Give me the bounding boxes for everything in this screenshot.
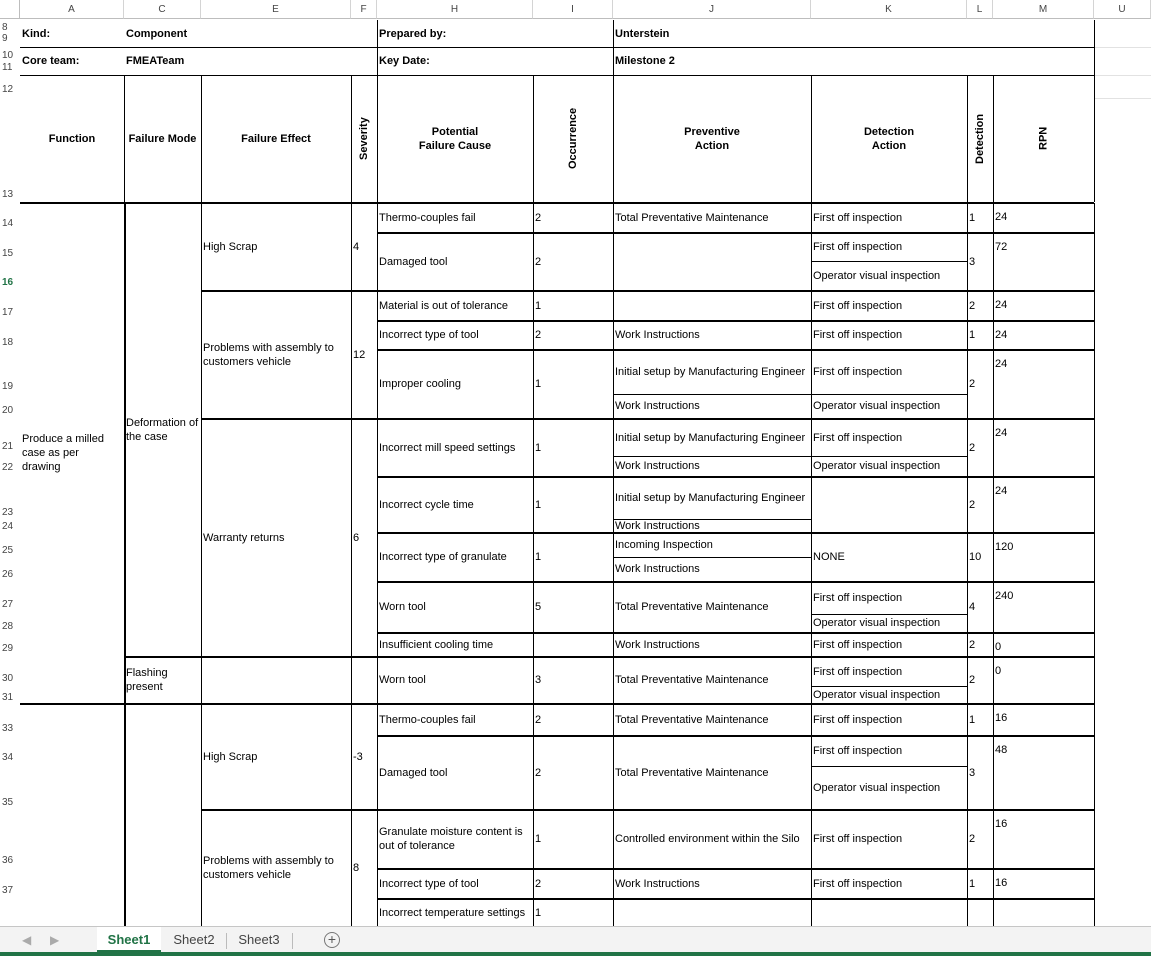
cell-border-vertical bbox=[377, 20, 378, 75]
cell-border-vertical bbox=[351, 203, 352, 926]
cell-border-vertical bbox=[613, 20, 614, 75]
preventive-5-b[interactable]: Work Instructions bbox=[615, 460, 700, 472]
column-header-j[interactable]: J bbox=[613, 0, 811, 19]
row-header-35[interactable]: 35 bbox=[0, 797, 20, 809]
cell-border-vertical bbox=[377, 75, 378, 202]
preventive-3[interactable]: Work Instructions bbox=[615, 329, 700, 341]
row-header-21[interactable]: 21 bbox=[0, 441, 20, 453]
preventive-11[interactable]: Total Preventative Maintenance bbox=[615, 713, 769, 726]
cell-border-vertical bbox=[124, 75, 125, 202]
tab-separator bbox=[226, 933, 227, 949]
failure-effect-assembly[interactable]: Problems with assembly to customers vehicle bbox=[203, 341, 334, 368]
header-rpn[interactable]: RPN bbox=[1037, 126, 1050, 151]
detection-11[interactable]: 1 bbox=[969, 713, 976, 726]
failure-mode-flashing[interactable]: Flashing present bbox=[126, 667, 168, 693]
detection-9[interactable]: 2 bbox=[969, 638, 976, 651]
failure-effect-high-scrap-2[interactable]: High Scrap bbox=[203, 750, 258, 763]
cell-border-vertical bbox=[967, 75, 968, 202]
occurrence-8[interactable]: 5 bbox=[535, 601, 542, 613]
occurrence-10[interactable]: 3 bbox=[535, 674, 542, 686]
preventive-12[interactable]: Total Preventative Maintenance bbox=[615, 766, 769, 779]
gridline bbox=[1094, 98, 1151, 99]
detection-action-12-a[interactable]: First off inspection bbox=[813, 745, 903, 757]
tab-scroll-left-icon[interactable]: ◀ bbox=[22, 933, 32, 947]
row-header-22[interactable]: 22 bbox=[0, 462, 20, 474]
header-detection-action[interactable]: Detection Action bbox=[863, 125, 915, 152]
failure-effect-high-scrap[interactable]: High Scrap bbox=[203, 240, 258, 253]
row-header-13[interactable]: 13 bbox=[0, 189, 20, 201]
cell-border-vertical bbox=[1094, 20, 1095, 75]
severity-assembly[interactable]: 12 bbox=[353, 348, 366, 361]
cell-border-vertical bbox=[533, 203, 534, 926]
keydate-value[interactable]: Milestone 2 bbox=[615, 55, 675, 67]
detection-1[interactable]: 3 bbox=[969, 255, 976, 268]
function-produce-case[interactable]: Produce a milled case as per drawing bbox=[22, 433, 104, 473]
detection-action-10-a[interactable]: First off inspection bbox=[813, 665, 903, 678]
detection-action-15[interactable] bbox=[811, 899, 967, 926]
occurrence-7[interactable]: 1 bbox=[535, 551, 542, 563]
detection-8[interactable]: 4 bbox=[969, 601, 976, 613]
row-header-14[interactable]: 14 bbox=[0, 218, 20, 230]
rpn-15[interactable] bbox=[993, 899, 1094, 926]
preventive-6-a[interactable]: Initial setup by Manufacturing Engineer bbox=[615, 492, 806, 504]
cell-border-horizontal bbox=[201, 418, 377, 420]
preventive-0[interactable]: Total Preventative Maintenance bbox=[615, 211, 769, 224]
cause-4[interactable]: Improper cooling bbox=[379, 378, 461, 390]
header-failure-mode[interactable]: Failure Mode bbox=[128, 132, 197, 145]
detection-action-8-a[interactable]: First off inspection bbox=[813, 592, 903, 604]
occurrence-11[interactable]: 2 bbox=[535, 713, 542, 726]
cell-border-horizontal bbox=[811, 686, 967, 687]
preventive-13[interactable]: Controlled environment within the Silo bbox=[615, 833, 800, 845]
occurrence-5[interactable]: 1 bbox=[535, 441, 542, 454]
detection-10[interactable]: 2 bbox=[969, 674, 976, 686]
preventive-7-b[interactable]: Work Instructions bbox=[615, 563, 700, 575]
row-header-11[interactable]: 11 bbox=[0, 62, 20, 74]
occurrence-4[interactable]: 1 bbox=[535, 378, 542, 390]
team-label[interactable]: Core team: bbox=[22, 55, 80, 67]
row-header-19[interactable]: 19 bbox=[0, 381, 20, 393]
detection-action-1-b[interactable]: Operator visual inspection bbox=[813, 269, 941, 282]
preventive-15[interactable] bbox=[613, 899, 811, 926]
cell-border-horizontal bbox=[811, 456, 967, 457]
cell-border-horizontal bbox=[811, 766, 967, 767]
row-header-17[interactable]: 17 bbox=[0, 307, 20, 319]
detection-action-4-b[interactable]: Operator visual inspection bbox=[813, 400, 941, 412]
detection-0[interactable]: 1 bbox=[969, 211, 976, 224]
rpn-11[interactable]: 16 bbox=[995, 712, 1008, 724]
detection-action-2[interactable]: First off inspection bbox=[813, 299, 903, 312]
preventive-8[interactable]: Total Preventative Maintenance bbox=[615, 601, 769, 613]
rpn-8[interactable]: 240 bbox=[995, 590, 1014, 602]
row-header-36[interactable]: 36 bbox=[0, 855, 20, 867]
cell-border-vertical bbox=[351, 75, 352, 202]
cause-8[interactable]: Worn tool bbox=[379, 601, 426, 613]
severity-flashing-blank[interactable] bbox=[351, 657, 377, 703]
kind-value[interactable]: Component bbox=[126, 27, 188, 40]
failure-effect-assembly-2[interactable]: Problems with assembly to customers vehicle bbox=[203, 855, 334, 881]
cause-2[interactable]: Material is out of tolerance bbox=[379, 299, 509, 312]
rpn-1[interactable]: 72 bbox=[995, 241, 1008, 253]
header-failure-effect[interactable]: Failure Effect bbox=[241, 132, 311, 145]
detection-action-6[interactable] bbox=[811, 477, 967, 532]
cell-border-vertical bbox=[124, 203, 126, 926]
preventive-9[interactable]: Work Instructions bbox=[615, 638, 700, 651]
detection-2[interactable]: 2 bbox=[969, 299, 976, 312]
preventive-6-b[interactable]: Work Instructions bbox=[615, 519, 700, 532]
occurrence-2[interactable]: 1 bbox=[535, 299, 542, 312]
occurrence-1[interactable]: 2 bbox=[535, 255, 542, 268]
row-header-23[interactable]: 23 bbox=[0, 507, 20, 519]
cell-border-vertical bbox=[613, 203, 614, 926]
severity-assembly-2[interactable]: 8 bbox=[353, 862, 360, 874]
detection-action-8-b[interactable]: Operator visual inspection bbox=[813, 617, 941, 629]
cell-border-horizontal bbox=[124, 656, 377, 658]
detection-action-12-b[interactable]: Operator visual inspection bbox=[813, 781, 941, 794]
header-preventive-action[interactable]: Preventive Action bbox=[684, 125, 740, 152]
detection-action-5-b[interactable]: Operator visual inspection bbox=[813, 460, 941, 472]
detection-action-9[interactable]: First off inspection bbox=[813, 638, 903, 651]
tab-scroll-right-icon[interactable]: ▶ bbox=[50, 933, 60, 947]
occurrence-12[interactable]: 2 bbox=[535, 766, 542, 779]
column-header-f[interactable]: F bbox=[351, 0, 377, 19]
preventive-10[interactable]: Total Preventative Maintenance bbox=[615, 674, 769, 686]
detection-15[interactable] bbox=[967, 899, 993, 926]
cell-border-vertical bbox=[201, 75, 202, 202]
tab-separator bbox=[292, 933, 293, 949]
detection-action-1-a[interactable]: First off inspection bbox=[813, 241, 903, 253]
preventive-14[interactable]: Work Instructions bbox=[615, 877, 700, 890]
cell-border-vertical bbox=[993, 75, 994, 202]
tab-sheet3[interactable]: Sheet3 bbox=[238, 932, 280, 947]
keydate-label[interactable]: Key Date: bbox=[379, 55, 430, 67]
preventive-1[interactable] bbox=[613, 233, 811, 290]
rpn-6[interactable]: 24 bbox=[995, 485, 1008, 497]
row-header-20[interactable]: 20 bbox=[0, 405, 20, 417]
rpn-14[interactable]: 16 bbox=[995, 877, 1008, 889]
row-header-28[interactable]: 28 bbox=[0, 621, 20, 633]
cause-12[interactable]: Damaged tool bbox=[379, 766, 448, 779]
gridline bbox=[1094, 75, 1151, 76]
status-bar bbox=[0, 952, 1151, 956]
failure-effect-flashing-blank[interactable] bbox=[201, 657, 351, 703]
select-all-corner[interactable] bbox=[0, 0, 20, 19]
header-detection[interactable]: Detection bbox=[974, 113, 986, 164]
tab-sheet2[interactable]: Sheet2 bbox=[173, 932, 215, 947]
detection-5[interactable]: 2 bbox=[969, 441, 976, 454]
rpn-0[interactable]: 24 bbox=[995, 211, 1008, 223]
header-function[interactable]: Function bbox=[48, 132, 96, 145]
prepared-label[interactable]: Prepared by: bbox=[379, 27, 447, 40]
row-header-34[interactable]: 34 bbox=[0, 752, 20, 764]
cell-border-horizontal bbox=[613, 557, 811, 558]
rpn-3[interactable]: 24 bbox=[995, 329, 1008, 341]
rpn-2[interactable]: 24 bbox=[995, 299, 1008, 311]
occurrence-3[interactable]: 2 bbox=[535, 329, 542, 341]
gridline bbox=[1094, 47, 1151, 48]
cell-border-horizontal bbox=[613, 519, 811, 520]
row-header-37[interactable]: 37 bbox=[0, 885, 20, 897]
detection-6[interactable]: 2 bbox=[969, 498, 976, 511]
cause-5[interactable]: Incorrect mill speed settings bbox=[379, 441, 516, 454]
cause-0[interactable]: Thermo-couples fail bbox=[379, 211, 476, 224]
tab-sheet1[interactable]: Sheet1 bbox=[97, 927, 161, 953]
preventive-2[interactable] bbox=[613, 291, 811, 320]
detection-4[interactable]: 2 bbox=[969, 378, 976, 390]
detection-action-13[interactable]: First off inspection bbox=[813, 833, 903, 845]
cause-7[interactable]: Incorrect type of granulate bbox=[379, 551, 507, 563]
column-header-a[interactable]: A bbox=[20, 0, 124, 19]
cell-border-vertical bbox=[811, 203, 812, 926]
rpn-4[interactable]: 24 bbox=[995, 358, 1008, 370]
row-header-29[interactable]: 29 bbox=[0, 643, 20, 655]
cause-14[interactable]: Incorrect type of tool bbox=[379, 877, 479, 890]
row-header-9[interactable]: 9 bbox=[0, 33, 20, 45]
detection-action-7[interactable]: NONE bbox=[813, 551, 845, 563]
kind-label[interactable]: Kind: bbox=[22, 27, 51, 40]
detection-action-3[interactable]: First off inspection bbox=[813, 329, 903, 341]
occurrence-14[interactable]: 2 bbox=[535, 877, 542, 890]
detection-action-11[interactable]: First off inspection bbox=[813, 713, 903, 726]
row-header-16[interactable]: 16 bbox=[0, 277, 20, 289]
cell-border-vertical bbox=[1094, 75, 1095, 202]
rpn-7[interactable]: 120 bbox=[995, 541, 1014, 553]
cause-15[interactable]: Incorrect temperature settings bbox=[379, 906, 526, 919]
cause-3[interactable]: Incorrect type of tool bbox=[379, 329, 479, 341]
detection-action-0[interactable]: First off inspection bbox=[813, 211, 903, 224]
cell-border-horizontal bbox=[20, 47, 1094, 48]
occurrence-0[interactable]: 2 bbox=[535, 211, 542, 224]
cause-11[interactable]: Thermo-couples fail bbox=[379, 713, 476, 726]
header-severity[interactable]: Severity bbox=[358, 117, 370, 160]
cell-border-horizontal bbox=[811, 394, 967, 395]
row-header-18[interactable]: 18 bbox=[0, 337, 20, 349]
row-header-33[interactable]: 33 bbox=[0, 723, 20, 735]
header-potential-cause[interactable]: Potential Failure Cause bbox=[418, 125, 492, 152]
cell-border-vertical bbox=[1094, 203, 1095, 926]
column-header-i[interactable]: I bbox=[533, 0, 613, 19]
cell-border-vertical bbox=[533, 75, 534, 202]
row-header-31[interactable]: 31 bbox=[0, 692, 20, 704]
preventive-4-b[interactable]: Work Instructions bbox=[615, 400, 700, 412]
row-header-12[interactable]: 12 bbox=[0, 84, 20, 96]
rpn-13[interactable]: 16 bbox=[995, 818, 1008, 830]
cell-border-horizontal bbox=[201, 809, 377, 811]
row-header-15[interactable]: 15 bbox=[0, 248, 20, 260]
rpn-9[interactable]: 0 bbox=[995, 641, 1002, 653]
cell-border-horizontal bbox=[613, 456, 811, 457]
cell-border-horizontal bbox=[201, 290, 377, 292]
cause-9[interactable]: Insufficient cooling time bbox=[379, 638, 494, 651]
cell-border-horizontal bbox=[613, 394, 811, 395]
detection-action-14[interactable]: First off inspection bbox=[813, 877, 903, 890]
prepared-value[interactable]: Unterstein bbox=[615, 27, 670, 40]
cause-6[interactable]: Incorrect cycle time bbox=[379, 498, 474, 511]
cell-border-vertical bbox=[993, 203, 994, 926]
column-header-m[interactable]: M bbox=[993, 0, 1094, 19]
column-header-h[interactable]: H bbox=[377, 0, 533, 19]
preventive-7-a[interactable]: Incoming Inspection bbox=[615, 539, 713, 551]
detection-action-4-a[interactable]: First off inspection bbox=[813, 366, 903, 378]
row-header-10[interactable]: 10 bbox=[0, 50, 20, 62]
cell-border-horizontal bbox=[811, 614, 967, 615]
column-header-l[interactable]: L bbox=[967, 0, 993, 19]
column-header-k[interactable]: K bbox=[811, 0, 967, 19]
detection-13[interactable]: 2 bbox=[969, 833, 976, 845]
occurrence-15[interactable]: 1 bbox=[535, 906, 542, 919]
occurrence-13[interactable]: 1 bbox=[535, 833, 542, 845]
detection-action-5-a[interactable]: First off inspection bbox=[813, 431, 903, 444]
row-header-26[interactable]: 26 bbox=[0, 569, 20, 581]
severity-warranty[interactable]: 6 bbox=[353, 531, 360, 544]
detection-3[interactable]: 1 bbox=[969, 329, 976, 341]
detection-action-10-b[interactable]: Operator visual inspection bbox=[813, 688, 941, 701]
row-header-25[interactable]: 25 bbox=[0, 545, 20, 557]
cell-border-vertical bbox=[967, 203, 968, 926]
rpn-5[interactable]: 24 bbox=[995, 427, 1008, 439]
header-occurrence[interactable]: Occurrence bbox=[567, 107, 579, 170]
cause-1[interactable]: Damaged tool bbox=[379, 255, 448, 268]
column-header-e[interactable]: E bbox=[201, 0, 351, 19]
column-header-c[interactable]: C bbox=[124, 0, 201, 19]
occurrence-9[interactable] bbox=[533, 633, 613, 656]
occurrence-6[interactable]: 1 bbox=[535, 498, 542, 511]
severity-high-scrap[interactable]: 4 bbox=[353, 240, 360, 253]
cause-10[interactable]: Worn tool bbox=[379, 674, 426, 686]
add-sheet-icon[interactable]: + bbox=[324, 932, 340, 948]
cause-13[interactable]: Granulate moisture content is out of tolerance bbox=[379, 826, 523, 852]
row-header-27[interactable]: 27 bbox=[0, 599, 20, 611]
column-header-u[interactable]: U bbox=[1094, 0, 1151, 19]
rpn-10[interactable]: 0 bbox=[995, 665, 1002, 677]
preventive-5-a[interactable]: Initial setup by Manufacturing Engineer bbox=[615, 431, 806, 444]
failure-mode-deformation[interactable]: Deformation of the case bbox=[126, 416, 199, 443]
detection-12[interactable]: 3 bbox=[969, 766, 976, 779]
row-header-8[interactable]: 8 bbox=[0, 22, 20, 34]
failure-effect-warranty[interactable]: Warranty returns bbox=[203, 531, 285, 544]
team-value[interactable]: FMEATeam bbox=[126, 55, 185, 67]
detection-7[interactable]: 10 bbox=[969, 551, 982, 563]
preventive-4-a[interactable]: Initial setup by Manufacturing Engineer bbox=[615, 366, 806, 378]
row-header-30[interactable]: 30 bbox=[0, 673, 20, 685]
row-header-24[interactable]: 24 bbox=[0, 521, 20, 533]
cell-border-vertical bbox=[811, 75, 812, 202]
detection-14[interactable]: 1 bbox=[969, 877, 976, 890]
rpn-12[interactable]: 48 bbox=[995, 744, 1008, 756]
cell-border-vertical bbox=[613, 75, 614, 202]
cell-border-horizontal bbox=[811, 261, 967, 262]
cell-border-vertical bbox=[377, 203, 378, 926]
cell-border-vertical bbox=[201, 203, 202, 926]
severity-high-scrap-2[interactable]: -3 bbox=[353, 750, 363, 763]
cell-border-horizontal bbox=[20, 703, 377, 705]
